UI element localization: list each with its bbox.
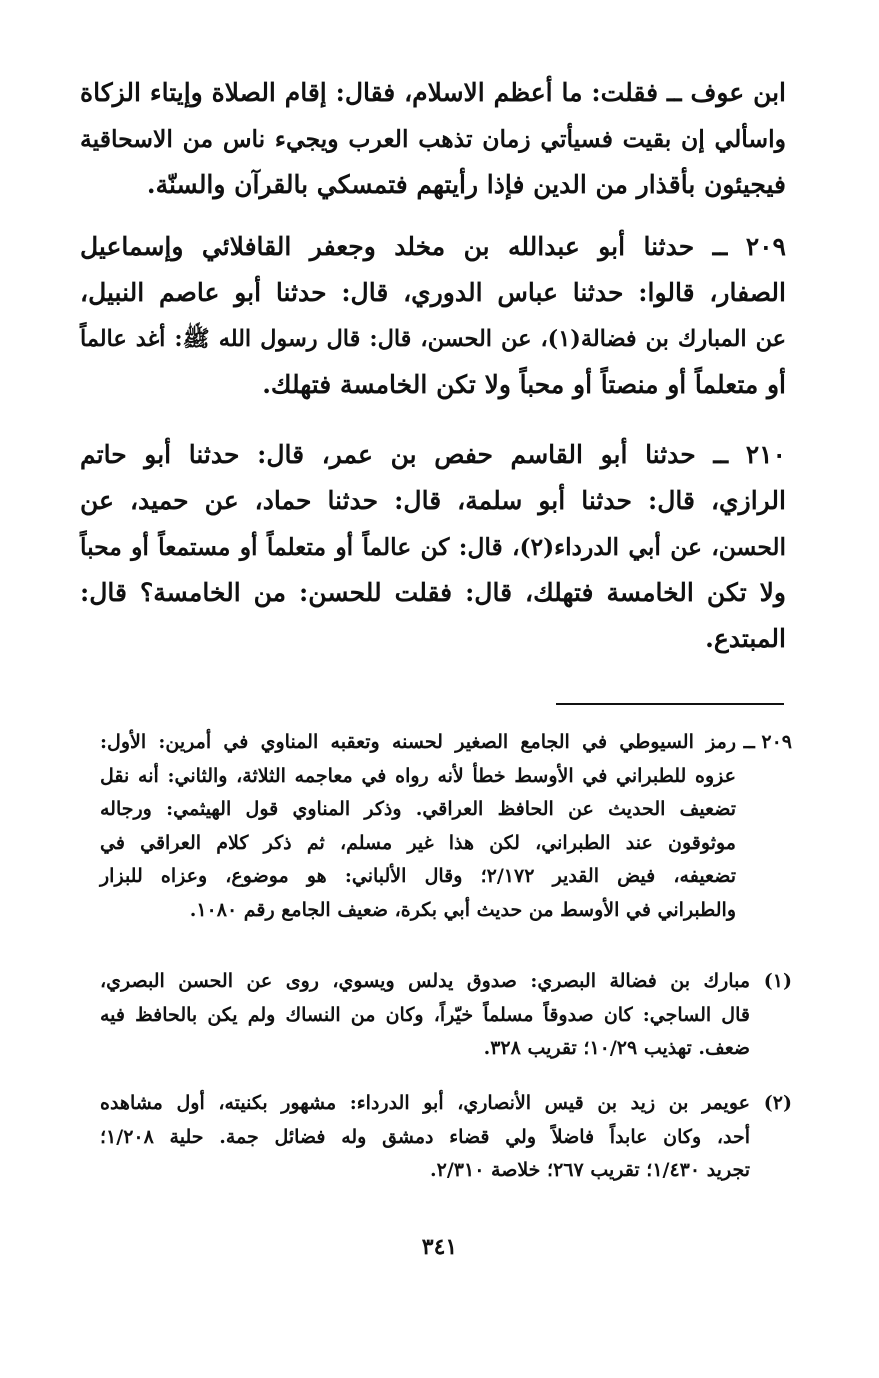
paragraph-intro bbox=[80, 70, 786, 208]
footnote-number: ٢٠٩ ــ bbox=[743, 731, 792, 753]
text-line: فيجيئون بأقذار من الدين فإذا رأيتهم فتمسكي بالقرآن والسنّة. bbox=[146, 170, 786, 199]
footnote-line: عويمر بن زيد بن قيس الأنصاري، أبو الدرداء: مشهور بكنيته، أول مشاهده bbox=[100, 1092, 750, 1114]
footnote-line: ضعف. تهذيب ١٠/٢٩؛ تقريب ٣٢٨. bbox=[483, 1037, 750, 1059]
footnote-number: (٢) bbox=[763, 1092, 792, 1114]
footnote-line: مبارك بن فضالة البصري: صدوق يدلس ويسوي، روى عن الحسن البصري، bbox=[100, 970, 750, 992]
text-line: ولا تكن الخامسة فتهلك، قال: فقلت للحسن: من الخامسة؟ قال: bbox=[80, 578, 786, 607]
page-number: ٣٤١ bbox=[421, 1234, 458, 1260]
footnote-line: موثوقون عند الطبراني، لكن هذا غير مسلم، ثم ذكر كلام العراقي في bbox=[100, 831, 736, 854]
text-line: ٢١٠ ــ حدثنا أبو القاسم حفص بن عمر، قال: حدثنا أبو حاتم bbox=[80, 440, 786, 469]
text-line: عن المبارك بن فضالة(١)، عن الحسن، قال: قال رسول الله ﷺ: أغد عالماً bbox=[80, 326, 786, 352]
footnote-line: رمز السيوطي في الجامع الصغير لحسنه وتعقبه المناوي في أمرين: الأول: bbox=[100, 731, 736, 753]
text-line: الحسن، عن أبي الدرداء(٢)، قال: كن عالماً أو متعلماً أو مستمعاً أو محباً bbox=[80, 533, 786, 561]
text-line: أو متعلماً أو منصتاً أو محباً ولا تكن الخامسة فتهلك. bbox=[262, 370, 786, 399]
text-line: المبتدع. bbox=[705, 624, 786, 653]
text-line: الصفار، قالوا: حدثنا عباس الدوري، قال: حدثنا أبو عاصم النبيل، bbox=[80, 278, 786, 307]
text-line: ٢٠٩ ــ حدثنا أبو عبدالله بن مخلد وجعفر القافلائي وإسماعيل bbox=[80, 232, 786, 261]
footnote-line: عزوه للطبراني في الأوسط خطأ لأنه رواه في معاجمه الثلاثة، والثاني: أنه نقل bbox=[100, 764, 736, 787]
footnote-line: تضعيفه، فيض القدير ٢/١٧٢؛ وقال الألباني: هو موضوع، وعزاه للبزار bbox=[100, 865, 736, 887]
footnote-line: والطبراني في الأوسط من حديث أبي بكرة، ضعيف الجامع رقم ١٠٨٠. bbox=[189, 898, 736, 921]
footnote-line: أحد، وكان عابداً فاضلاً ولي قضاء دمشق وله فضائل جمة. حلية ١/٢٠٨؛ bbox=[100, 1125, 750, 1148]
paragraph-hadith-209 bbox=[80, 224, 786, 408]
footnote-line: تضعيف الحديث عن الحافظ العراقي. وذكر المناوي قول الهيثمي: ورجاله bbox=[100, 798, 736, 820]
text-line: واسألي إن بقيت فسيأتي زمان تذهب العرب ويجيء ناس من الاسحاقية bbox=[80, 125, 786, 153]
footnote-1 bbox=[100, 965, 792, 1066]
footnote-209 bbox=[100, 726, 792, 927]
footnote-2 bbox=[100, 1087, 792, 1188]
text-line: الرازي، قال: حدثنا أبو سلمة، قال: حدثنا حماد، عن حميد، عن bbox=[80, 486, 786, 515]
footnote-separator bbox=[556, 703, 784, 705]
text-line: ابن عوف ــ فقلت: ما أعظم الاسلام، فقال: إقام الصلاة وإيتاء الزكاة bbox=[80, 78, 786, 107]
footnote-number: (١) bbox=[763, 970, 792, 992]
paragraph-hadith-210 bbox=[80, 432, 786, 662]
footnote-line: تجريد ١/٤٣٠؛ تقريب ٢٦٧؛ خلاصة ٢/٣١٠. bbox=[430, 1159, 750, 1181]
footnote-line: قال الساجي: كان صدوقاً مسلماً خيّراً، وكان من النساك ولم يكن بالحافظ فيه bbox=[100, 1003, 750, 1026]
